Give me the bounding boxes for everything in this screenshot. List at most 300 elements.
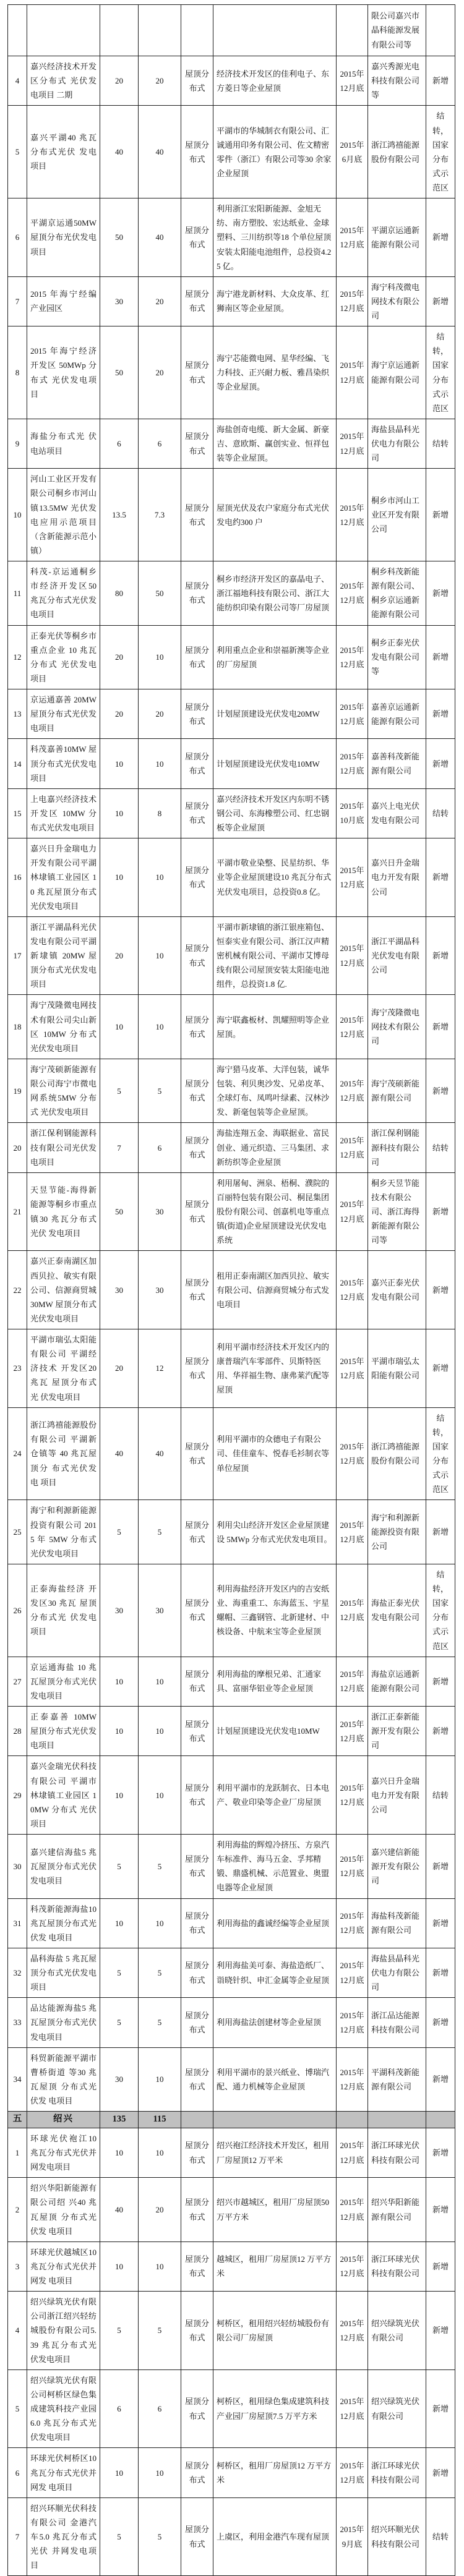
table-row [8,689,455,739]
cell-name: 嘉兴日升金瑞电力开发有限公司平湖林埭镇工业园区 10 兆瓦屋顶分布式光伏发电项目 [27,838,100,917]
table-row [8,739,455,788]
cell-cap1: 20 [100,689,139,739]
cell-cap2: 40 [139,198,181,277]
cell-name: 正泰海盐经济 开发区30 兆瓦 屋顶分布式光 伏发电项目 [27,1564,100,1657]
table-row [8,2128,455,2177]
cell-status: 结转，国家分布式示范区 [426,1407,455,1500]
cell-cap2: 115 [139,2112,181,2128]
cell-content: 桐乡市经济开发区的嘉晶电子、浙江福地科技有限公司、浙江大能纺织印染有限公司等厂房屋顶 [213,561,337,626]
cell-content: 柯桥区，租用厂房屋顶12 万平方米 [213,2448,337,2497]
cell-content: 利用海盐的辉煌冷挤压、方泉汽车标准件、海马五金、孚邦精锻、鼎盛机械、示范置业、奥盟电器等企业屋顶 [213,1835,337,1899]
cell-type: 屋顶分布式 [181,56,213,106]
cell-cap1 [100,5,139,56]
table-row [8,2497,455,2576]
table-row [8,1898,455,1948]
cell-content: 利用海盐法创建材等企业屋顶 [213,1998,337,2047]
cell-owner: 海宁科茂微电网技术有限公司 [368,276,426,326]
cell-status: 新增 [426,838,455,917]
cell-status: 新增 [426,56,455,106]
cell-index: 25 [8,1500,27,1564]
cell-owner: 限公司嘉兴市晶科能源发展有限公司等 [368,5,426,56]
cell-cap2: 5 [139,1835,181,1899]
cell-cap2: 7.3 [139,469,181,561]
cell-date: 2015年6月底 [337,106,368,198]
cell-owner: 嘉兴日升金瑞电力开发有限公司 [368,1756,426,1835]
cell-date: 2015年12月底 [337,1123,368,1172]
cell-type: 屋顶分布式 [181,2448,213,2497]
cell-cap1: 20 [100,625,139,689]
cell-date [337,5,368,56]
cell-content: 利用平湖市的众德电子有限公司、佳佳童车、悦春毛衫制衣等单位屋顶 [213,1407,337,1500]
table-row [8,2292,455,2370]
cell-date: 2015年12月底 [337,1500,368,1564]
table-row [8,2448,455,2497]
table-row [8,1657,455,1706]
cell-status: 结转，国家分布式示范区 [426,1564,455,1657]
cell-cap2: 10 [139,2047,181,2112]
cell-index: 6 [8,2448,27,2497]
cell-name: 海宁茂硕新能源有限公司海宁市微电网系统5MW 分布式 光伏发电项目 [27,1059,100,1123]
cell-cap1: 80 [100,561,139,626]
cell-owner: 嘉兴建信新能源开发有限公司 [368,1835,426,1899]
table-row [8,1123,455,1172]
cell-owner: 平湖科茂新能源有限公司 [368,2047,426,2112]
cell-owner: 浙江正泰新能源开发有限公司 [368,1707,426,1756]
cell-owner: 海宁京运通新能源有限公司 [368,326,426,419]
cell-content: 利用尖山经济开发区企业屋顶建设 5MWp 分布式光伏发电项目。 [213,1500,337,1564]
table-row [8,5,455,56]
table-row [8,326,455,419]
cell-name: 环球光伏柯桥区10 兆瓦分布式光伏并网发 电项目 [27,2448,100,2497]
cell-name: 2015 年海宁经编产业园区 [27,276,100,326]
cell-name: 晶科海盐 5 兆瓦屋顶分布式光伏发电项目 [27,1948,100,1997]
cell-name: 科茂-京运通桐乡市经济开发区50 兆瓦分布式光伏发电项目 [27,561,100,626]
table-row [8,1251,455,1329]
cell-index: 10 [8,469,27,561]
table-row [8,788,455,838]
table-row [8,276,455,326]
cell-content: 海盐创奇电缆、新大金属、新豪吉、意欧斯、赢创实业、恒祥包装等企业屋顶。 [213,419,337,468]
cell-cap2: 40 [139,106,181,198]
cell-status: 新增 [426,1500,455,1564]
cell-owner [368,2112,426,2128]
cell-type: 屋顶分布式 [181,1898,213,1948]
cell-cap1: 10 [100,788,139,838]
section-header-row [8,2112,455,2128]
table-row [8,56,455,106]
cell-type: 屋顶分布式 [181,1329,213,1408]
cell-cap1: 30 [100,276,139,326]
cell-status: 新增 [426,1172,455,1251]
cell-name: 京运通嘉善 20MW 屋顶分布式光伏发电项目 [27,689,100,739]
cell-status: 新增 [426,1998,455,2047]
cell-date: 2015年12月底 [337,1657,368,1706]
cell-name: 天昱节能-海得新能源等桐乡市重点镇30 兆瓦分布式光伏 发电项目 [27,1172,100,1251]
cell-content: 计划屋顶建设光伏发电10MW [213,1707,337,1756]
cell-date: 2015年12月底 [337,1835,368,1899]
cell-cap2: 6 [139,2369,181,2448]
cell-type: 屋顶分布式 [181,561,213,626]
cell-type: 屋顶分布式 [181,2178,213,2242]
cell-cap2: 6 [139,1123,181,1172]
cell-content: 上虞区，利用金港汽车现有屋顶 [213,2497,337,2576]
cell-name: 绍兴绿筑光伏有限公司浙江绍兴轻纺城股份有限公司5.39 兆瓦分布式光伏发电项目 [27,2292,100,2370]
cell-content: 平湖市新埭镇的浙江银座箱包、恒泰实业有限公司、浙江汉声精密机械有限公司、平湖市艾博母线有限公司屋顶安装太阳能电池组件，总投资1.8 亿. [213,916,337,995]
cell-cap2: 5 [139,1998,181,2047]
cell-status: 新增 [426,469,455,561]
cell-status: 新增 [426,739,455,788]
table-row [8,198,455,277]
cell-type: 屋顶分布式 [181,838,213,917]
cell-cap2: 30 [139,1564,181,1657]
cell-name: 正泰嘉善 10MW 屋顶分布式光伏发电项目 [27,1707,100,1756]
cell-type: 屋顶分布式 [181,1564,213,1657]
cell-cap1: 13.5 [100,469,139,561]
cell-cap1: 7 [100,1123,139,1172]
cell-type: 屋顶分布式 [181,1059,213,1123]
cell-cap2: 40 [139,1407,181,1500]
cell-date: 2015年12月底 [337,838,368,917]
cell-index: 12 [8,625,27,689]
cell-status: 结转 [426,2497,455,2576]
cell-content: 海宁猎马皮革、大洋包装，诚华包装、利贝奥沙发、兄弟皮革、全球灯布、凤鸣叶绿素、汉林沙发、新毫包装等企业屋顶。 [213,1059,337,1123]
cell-cap2: 10 [139,2128,181,2177]
cell-owner: 绍兴华阳新能源有限公司 [368,2178,426,2242]
cell-owner: 嘉兴日升金瑞电力开发有限公司 [368,838,426,917]
cell-cap1: 10 [100,1898,139,1948]
table-row [8,1500,455,1564]
cell-status [426,2112,455,2128]
cell-index: 6 [8,198,27,277]
cell-content: 柯桥区，租用绿色集成建筑科技产业园厂房屋顶7.5 万平方米 [213,2369,337,2448]
cell-content: 利用海盐的鑫诚经编等企业屋顶 [213,1898,337,1948]
cell-index: 11 [8,561,27,626]
cell-cap1: 30 [100,2047,139,2112]
cell-date: 2015年12月底 [337,1564,368,1657]
cell-status: 新增 [426,2448,455,2497]
table-row [8,469,455,561]
cell-status: 新增 [426,1251,455,1329]
cell-cap2: 20 [139,2178,181,2242]
cell-content: 平湖市的华城制衣有限公司、汇诚通用印务有限公司、佐文精密零件（浙江）有限公司等30 余家企业屋顶 [213,106,337,198]
cell-content: 利用海盐经济开发区内的吉安纸业、海重重工、东海蓝玉、宇星螺帽、三鑫钢管、北新建材、中核设备、中航来宝等企业屋顶 [213,1564,337,1657]
cell-cap1: 135 [100,2112,139,2128]
cell-owner: 桐乡正泰光伏发电有限公司等 [368,625,426,689]
cell-owner: 绍兴绿筑光伏有限公司 [368,2369,426,2448]
cell-cap1: 10 [100,1657,139,1706]
cell-owner: 平湖市瑞弘太阳能有限公司 [368,1329,426,1408]
cell-name: 嘉兴经济技术开发区分布式 光伏发电项目 二期 [27,56,100,106]
cell-date: 2015年12月底 [337,1756,368,1835]
table-row [8,1835,455,1899]
cell-cap2: 10 [139,995,181,1059]
cell-name: 京运通海盐 10 兆瓦屋顶分布式光伏发电项目 [27,1657,100,1706]
cell-date: 2015年12月底 [337,1059,368,1123]
cell-status: 结转 [426,1123,455,1172]
cell-type: 屋顶分布式 [181,625,213,689]
cell-date: 2015年12月底 [337,2178,368,2242]
cell-owner: 海盐科茂新能源有限公司 [368,1898,426,1948]
cell-type: 屋顶分布式 [181,419,213,468]
cell-name: 绍兴绿筑光伏有限公司柯桥区绿色集成建筑科技产业园6.0 兆瓦分布式光伏发电项目 [27,2369,100,2448]
cell-index: 32 [8,1948,27,1997]
cell-status: 新增 [426,1329,455,1408]
cell-cap1: 10 [100,838,139,917]
cell-cap1: 20 [100,56,139,106]
cell-index: 26 [8,1564,27,1657]
cell-index: 30 [8,1835,27,1899]
cell-date: 2015年12月底 [337,2241,368,2291]
cell-owner: 平湖京运通新能源有限公司 [368,198,426,277]
cell-cap2: 10 [139,916,181,995]
cell-owner: 海宁茂隆微电网技术有限公司 [368,995,426,1059]
cell-name: 平湖市瑞弘太阳能有限公司 平湖经济技术 开发区20 兆瓦 屋顶分布式光 伏发电项目 [27,1329,100,1408]
cell-type: 屋顶分布式 [181,2497,213,2576]
cell-cap2: 50 [139,561,181,626]
cell-type: 屋顶分布式 [181,2369,213,2448]
cell-cap2: 10 [139,838,181,917]
cell-date: 2015年12月底 [337,56,368,106]
table-row [8,1564,455,1657]
table-row [8,2241,455,2291]
cell-owner: 桐乡科茂新能源有限公司、桐乡京运通新能源有限公司 [368,561,426,626]
cell-cap1: 6 [100,419,139,468]
cell-index: 20 [8,1123,27,1172]
table-row [8,1407,455,1500]
cell-content: 经济技术开发区的佳利电子、东方菱日等企业屋顶 [213,56,337,106]
cell-cap2: 10 [139,2241,181,2291]
cell-name: 环球光伏越城区10 兆瓦分布式光伏并网发 电项目 [27,2241,100,2291]
cell-cap2: 5 [139,1059,181,1123]
cell-status: 新增 [426,2047,455,2112]
cell-owner: 浙江环球光伏科技有限公司 [368,2128,426,2177]
cell-index: 4 [8,2292,27,2370]
cell-index: 5 [8,106,27,198]
cell-date: 2015年12月底 [337,1898,368,1948]
cell-name: 绍兴环顺光伏科技有限公司 金港汽车5.0 兆瓦分布式光伏 并网发电项目 [27,2497,100,2576]
table-row [8,1172,455,1251]
cell-name: 嘉兴平湖40 兆瓦分布式光伏 发电项目 [27,106,100,198]
cell-owner: 海宁和利源新能源投资有限公司 [368,1500,426,1564]
cell-content: 屋顶光伏及农户家庭分布式光伏发电约300 户 [213,469,337,561]
cell-cap2: 20 [139,326,181,419]
cell-name: 平湖京运通50MW 屋顶分布光伏发电项目 [27,198,100,277]
cell-status: 新增 [426,2128,455,2177]
cell-status: 新增 [426,995,455,1059]
cell-index: 22 [8,1251,27,1329]
cell-cap2: 30 [139,1251,181,1329]
cell-name [27,5,100,56]
cell-index: 7 [8,276,27,326]
cell-status: 新增 [426,561,455,626]
table-row [8,916,455,995]
cell-index: 33 [8,1998,27,2047]
cell-status: 新增 [426,2241,455,2291]
cell-type: 屋顶分布式 [181,739,213,788]
cell-cap2: 5 [139,2292,181,2370]
cell-index: 5 [8,2369,27,2448]
cell-index: 34 [8,2047,27,2112]
cell-date: 2015年12月底 [337,995,368,1059]
table-row [8,838,455,917]
cell-cap2: 10 [139,625,181,689]
cell-owner: 海盐正泰光伏发电有限公司 [368,1564,426,1657]
cell-date: 2015年12月底 [337,1251,368,1329]
pv-projects-table [7,4,455,2576]
cell-cap1: 20 [100,916,139,995]
table-row [8,995,455,1059]
table-row [8,1707,455,1756]
cell-type: 屋顶分布式 [181,995,213,1059]
cell-type [181,2112,213,2128]
cell-date: 2015年12月底 [337,2128,368,2177]
cell-index: 28 [8,1707,27,1756]
cell-cap1: 50 [100,1172,139,1251]
table-row [8,625,455,689]
cell-owner: 嘉善科茂新能源有限公司 [368,739,426,788]
cell-status: 结转 [426,788,455,838]
cell-cap1: 5 [100,1835,139,1899]
cell-index [8,5,27,56]
cell-status: 新增 [426,625,455,689]
cell-owner: 绍兴环顺光伏科技有限公司 [368,2497,426,2576]
cell-content: 利用浙江宏阳新能源、金旭无纺、南方塑胶、宏达纸业、金球塑料、三川纺织等18 个单位屋顶安装太阳能电池组件，总投资4.25 亿。 [213,198,337,277]
cell-index: 23 [8,1329,27,1408]
cell-name: 环球光伏袍江10 兆瓦分布式光伏并网发电项目 [27,2128,100,2177]
cell-date: 2015年12月底 [337,1172,368,1251]
cell-content: 平湖市敬业染整、民星纺织、华业等企业屋顶建设10 兆瓦分布式光伏发电项目，总投资0.8 亿。 [213,838,337,917]
cell-type: 屋顶分布式 [181,1835,213,1899]
cell-owner: 海盐县晶科光伏电力有限公司 [368,1948,426,1997]
cell-index: 18 [8,995,27,1059]
cell-type: 屋顶分布式 [181,1657,213,1706]
cell-cap2 [139,5,181,56]
cell-index: 19 [8,1059,27,1123]
cell-content: 海宁港龙新材料、大众皮革、红狮南区等企业屋顶。 [213,276,337,326]
table-row [8,1329,455,1408]
cell-date: 2015年12月底 [337,469,368,561]
cell-date: 2015年12月底 [337,561,368,626]
cell-index: 14 [8,739,27,788]
cell-date: 2015年12月底 [337,2292,368,2370]
cell-cap1: 10 [100,2448,139,2497]
cell-cap1: 40 [100,106,139,198]
cell-cap1: 5 [100,1059,139,1123]
cell-cap2: 10 [139,1898,181,1948]
cell-type: 屋顶分布式 [181,1407,213,1500]
cell-content: 柯桥区，租用绍兴轻纺城股份有限公司厂房屋顶 [213,2292,337,2370]
cell-cap1: 50 [100,326,139,419]
cell-owner: 嘉兴秀源光电科技有限公司等 [368,56,426,106]
cell-date: 2015年12月底 [337,1948,368,1997]
cell-index: 16 [8,838,27,917]
cell-date: 2015年12月底 [337,625,368,689]
table-row [8,106,455,198]
cell-type: 屋顶分布式 [181,1707,213,1756]
cell-name: 海盐分布式光 伏电站项目 [27,419,100,468]
cell-content: 绍兴袍江经济技术开发区，租用厂房屋顶12 万平米 [213,2128,337,2177]
cell-content: 计划屋顶建设光伏发电20MW [213,689,337,739]
cell-cap1: 50 [100,198,139,277]
cell-cap1: 5 [100,2292,139,2370]
cell-type: 屋顶分布式 [181,198,213,277]
cell-index: 7 [8,2497,27,2576]
cell-cap1: 5 [100,1500,139,1564]
cell-owner: 绍兴绿筑光伏有限公司 [368,2292,426,2370]
cell-status: 新增 [426,2178,455,2242]
cell-name: 嘉兴建信海盐5 兆瓦屋顶分布式光伏发电项目 [27,1835,100,1899]
cell-name: 绍兴 [27,2112,100,2128]
cell-type: 屋顶分布式 [181,276,213,326]
cell-name: 海宁和利源新能源投资有限公司 2015 年 5MW 分布式光伏发电项目 [27,1500,100,1564]
cell-cap1: 10 [100,739,139,788]
cell-cap1: 5 [100,2497,139,2576]
cell-type: 屋顶分布式 [181,469,213,561]
table-row [8,1948,455,1997]
cell-cap2: 20 [139,689,181,739]
cell-date: 2015年12月底 [337,1329,368,1408]
cell-content: 租用正泰南湖区加西贝拉、敏实有限公司、信源商贸城分布式发电项目 [213,1251,337,1329]
cell-date: 2015年12月底 [337,2369,368,2448]
cell-name: 正泰光伏等桐乡市重点企业 10 兆瓦分布式 光伏发电项目 [27,625,100,689]
cell-type: 屋顶分布式 [181,2241,213,2291]
cell-content: 海宁芯能微电网、星华经编、飞力科技、正兴耐力板、雅昌染织等企业屋顶。 [213,326,337,419]
cell-content [213,5,337,56]
cell-name: 科茂嘉善10MW 屋顶分布式光伏发电项目 [27,739,100,788]
cell-owner: 嘉兴正泰光伏发电有限公司 [368,1251,426,1329]
cell-owner: 嘉善京运通新能源有限公司 [368,689,426,739]
cell-status: 结转 [426,1756,455,1835]
cell-date: 2015年12月底 [337,1998,368,2047]
cell-status: 新增 [426,1948,455,1997]
cell-index: 31 [8,1898,27,1948]
cell-date: 2015年9月底 [337,2497,368,2576]
cell-status: 新增 [426,916,455,995]
cell-cap2: 6 [139,419,181,468]
cell-name: 科茂新能源海盐10 兆瓦屋顶分布式光伏发 电项目 [27,1898,100,1948]
cell-cap1: 10 [100,2128,139,2177]
cell-content: 利用海盐美可泰、海盐造纸厂、诣晓针织、申汇金属等企业屋顶 [213,1948,337,1997]
cell-type: 屋顶分布式 [181,916,213,995]
cell-cap1: 5 [100,1998,139,2047]
cell-status [426,5,455,56]
cell-cap1: 40 [100,2178,139,2242]
cell-owner: 桐乡天昱节能技术有限公司、浙江海得新能源有限公司等 [368,1172,426,1251]
cell-content: 海宁联鑫板材、凯耀照明等企业屋顶。 [213,995,337,1059]
cell-date: 2015年12月底 [337,739,368,788]
cell-cap2: 5 [139,2497,181,2576]
cell-index: 21 [8,1172,27,1251]
cell-name: 河山工业区开发有限公司桐乡市河山镇13.5MW 光伏发电应用示范项目（含新能源示范小镇） [27,469,100,561]
cell-cap1: 10 [100,2241,139,2291]
cell-date: 2015年12月底 [337,2448,368,2497]
cell-type [181,5,213,56]
cell-index: 15 [8,788,27,838]
cell-cap1: 6 [100,2369,139,2448]
cell-owner: 嘉兴上电光伏发电有限公司 [368,788,426,838]
cell-type: 屋顶分布式 [181,106,213,198]
cell-date: 2015年12月底 [337,2047,368,2112]
table-row [8,2047,455,2112]
cell-date: 2015年12月底 [337,689,368,739]
cell-owner: 浙江平湖晶科光伏发电有限公司 [368,916,426,995]
table-row [8,2178,455,2242]
cell-index: 27 [8,1657,27,1706]
cell-content: 海盐连翔五金、海联据业、富民创业、通元织造、三马集团、求新纺织等企业屋顶 [213,1123,337,1172]
cell-status: 新增 [426,1898,455,1948]
cell-content: 利用重点企业和崇福新澳等企业的厂房屋顶 [213,625,337,689]
cell-cap2: 10 [139,1756,181,1835]
